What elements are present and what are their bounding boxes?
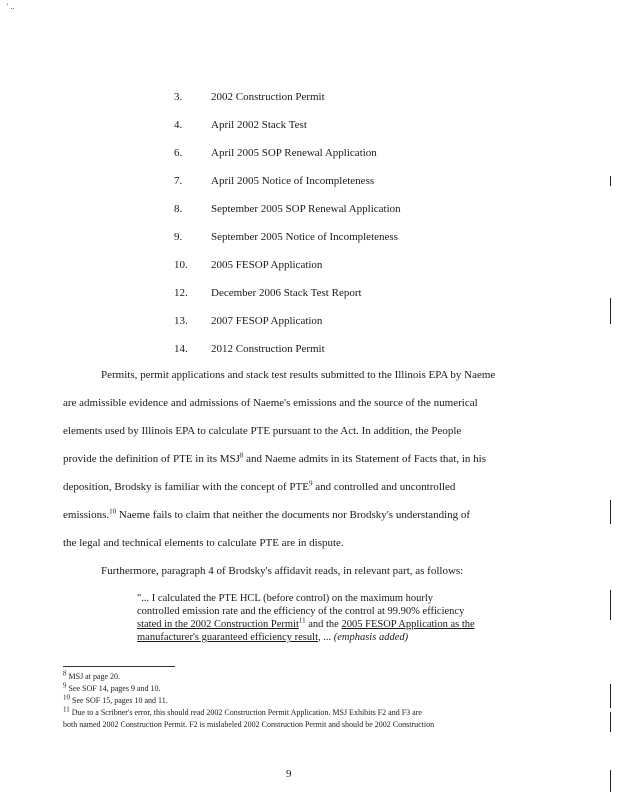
quote-line: "... I calculated the PTE HCL (before control) on the maximum hourly — [137, 593, 434, 604]
list-item: 13. 2007 FESOP Application — [174, 315, 323, 327]
paragraph-line: the legal and technical elements to calculate PTE are in dispute. — [63, 537, 344, 549]
list-item: 8. September 2005 SOP Renewal Application — [174, 203, 401, 215]
footnote-ref: 8 — [239, 451, 244, 460]
quote-line: stated in the 2002 Construction Permit$^{11}$ and the 2005 FESOP Application as the — [137, 616, 475, 630]
list-item: 10. 2005 FESOP Application — [174, 259, 323, 271]
quote-line: controlled emission rate and the efficiency of the control at 99.90% efficiency — [137, 606, 465, 617]
footnote-ref: 11 — [298, 616, 306, 625]
corner-marks: ' .. — [7, 2, 15, 11]
scan-artifact — [610, 712, 611, 732]
paragraph-line: provide the definition of PTE in its MSJ$^8$ and Naeme admits in its Statement of Facts that, in his — [63, 451, 486, 465]
footnote-divider — [63, 666, 175, 667]
scan-artifact — [610, 684, 611, 708]
paragraph-line: emissions.$^{10}$ Naeme fails to claim that neither the documents nor Brodsky's understanding of — [63, 507, 471, 521]
footnote: $^{10}$ See SOF 15, pages 10 and 11. — [63, 693, 168, 705]
scan-artifact — [610, 298, 611, 324]
scan-artifact — [610, 500, 611, 524]
scan-artifact — [610, 590, 611, 620]
scan-artifact — [610, 770, 611, 792]
list-item: 6. April 2005 SOP Renewal Application — [174, 147, 377, 159]
footnote: $^{11}$ Due to a Scribner's error, this should read 2002 Construction Permit Application. MSJ Exhibits F2 and F3 are — [63, 705, 422, 717]
paragraph-affidavit-intro: Furthermore, paragraph 4 of Brodsky's affidavit reads, in relevant part, as follows: — [101, 565, 464, 577]
quote-line: manufacturer's guaranteed efficiency result, ... (emphasis added) — [137, 632, 409, 643]
list-item: 7. April 2005 Notice of Incompleteness — [174, 175, 375, 187]
list-item: 3. 2002 Construction Permit — [174, 91, 325, 103]
footnote: $^8$ MSJ at page 20. — [63, 669, 121, 681]
paragraph-line: elements used by Illinois EPA to calculate PTE pursuant to the Act. In addition, the People — [63, 425, 462, 437]
paragraph-line: Permits, permit applications and stack test results submitted to the Illinois EPA by Naeme — [101, 369, 496, 381]
list-item: 4. April 2002 Stack Test — [174, 119, 307, 131]
footnote-ref: 9 — [308, 479, 313, 488]
footnote-continuation: both named 2002 Construction Permit. F2 is mislabeled 2002 Construction Permit and should be 2002 Construction — [63, 720, 435, 729]
page-number: 9 — [286, 768, 292, 780]
list-item: 14. 2012 Construction Permit — [174, 343, 325, 355]
list-item: 9. September 2005 Notice of Incompleteness — [174, 231, 398, 243]
paragraph-line: are admissible evidence and admissions of Naeme's emissions and the source of the numerical — [63, 397, 478, 409]
paragraph-line: deposition, Brodsky is familiar with the concept of PTE$^9$ and controlled and uncontrolled — [63, 479, 456, 493]
scan-artifact — [610, 176, 611, 186]
footnote-ref: 10 — [109, 507, 117, 516]
footnote: $^9$ See SOF 14, pages 9 and 10. — [63, 681, 161, 693]
list-item: 12. December 2006 Stack Test Report — [174, 287, 362, 299]
